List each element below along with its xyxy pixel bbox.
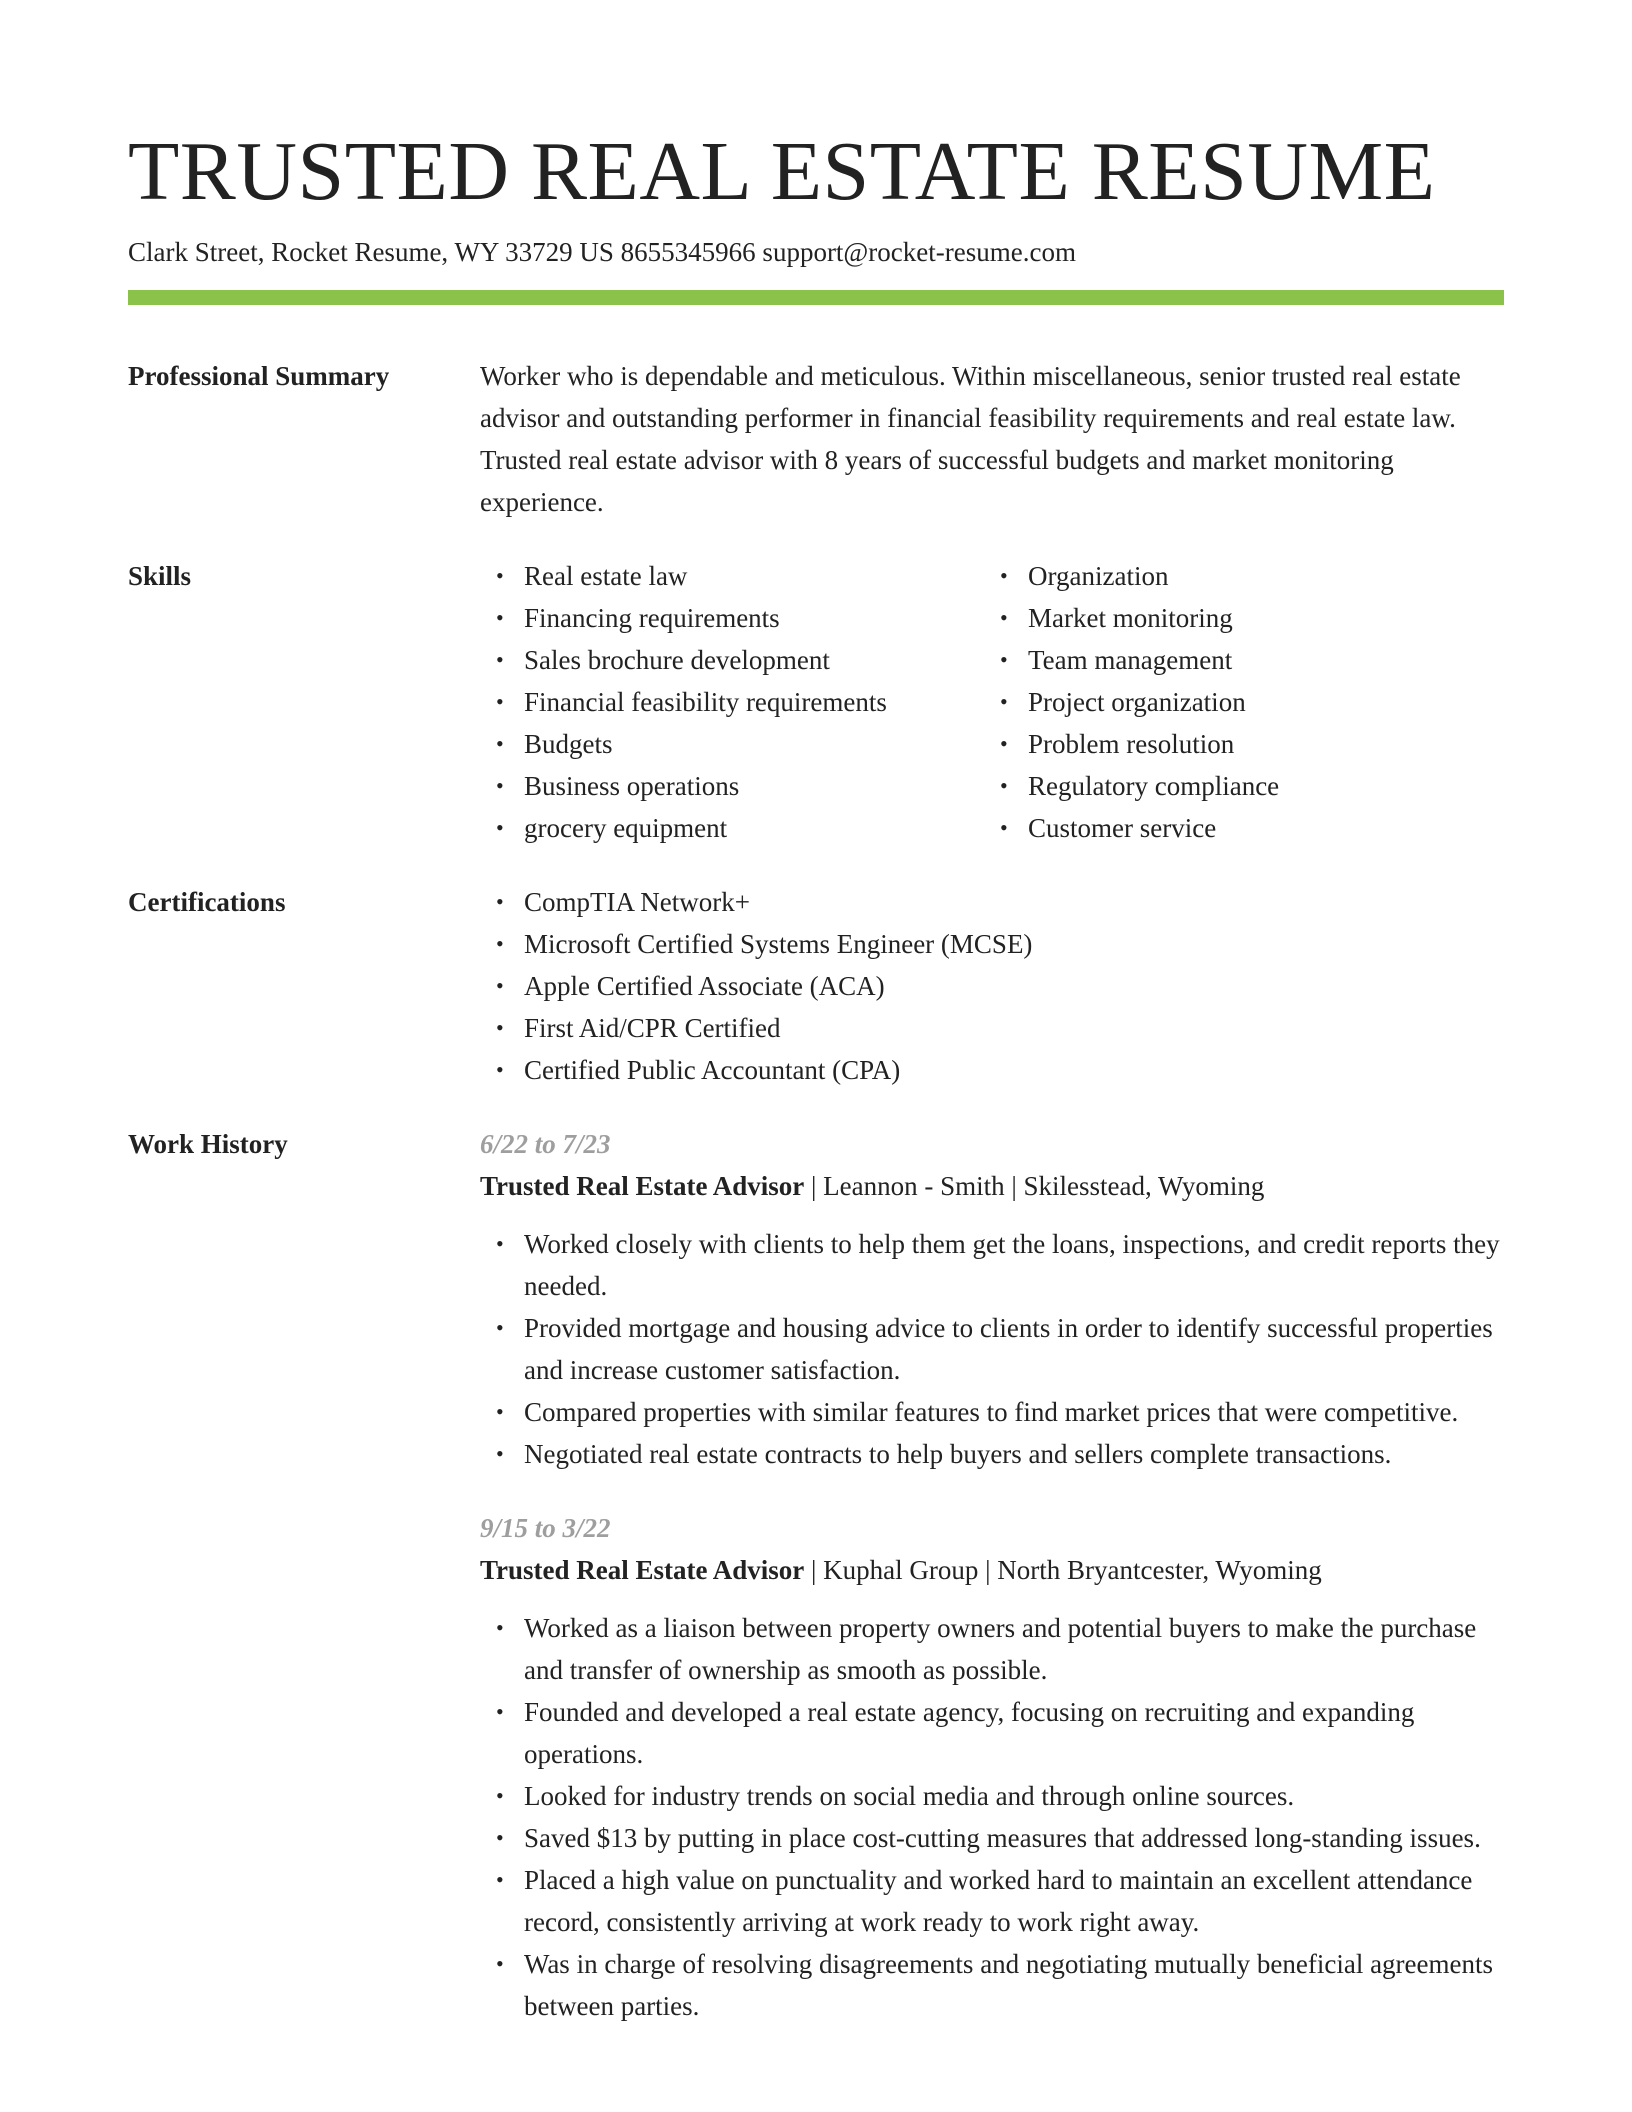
skill-item <box>496 597 984 639</box>
job-bullet <box>496 1433 1504 1475</box>
bullet-icon: • <box>1000 731 1008 756</box>
skill-item <box>1000 723 1488 765</box>
skills-list-1 <box>480 555 984 849</box>
job-dates: 9/15 to 3/22 <box>480 1513 611 1543</box>
job-bullet-text: Saved $13 by putting in place cost-cutting measures that addressed long-standing issues. <box>524 1823 1481 1853</box>
certification-item <box>496 1007 1504 1049</box>
skills-column-1 <box>480 555 984 849</box>
bullet-icon: • <box>496 1867 504 1892</box>
work-history-body <box>480 1123 1504 2027</box>
skill-item <box>496 555 984 597</box>
skill-item-text: Organization <box>1028 561 1169 591</box>
skill-item-text: Project organization <box>1028 687 1246 717</box>
bullet-icon: • <box>496 973 504 998</box>
job-bullet-list <box>480 1607 1504 2027</box>
skill-item-text: Problem resolution <box>1028 729 1235 759</box>
certifications-section <box>128 881 1504 1091</box>
bullet-icon: • <box>496 1699 504 1724</box>
bullet-icon: • <box>496 1399 504 1424</box>
bullet-icon: • <box>496 1015 504 1040</box>
bullet-icon: • <box>496 605 504 630</box>
skill-item <box>496 639 984 681</box>
skills-list-2 <box>984 555 1488 849</box>
section-title-work-history: Work History <box>128 1129 288 1159</box>
skill-item-text: Market monitoring <box>1028 603 1233 633</box>
certification-item-text: First Aid/CPR Certified <box>524 1013 781 1043</box>
bullet-icon: • <box>496 1231 504 1256</box>
bullet-icon: • <box>496 1057 504 1082</box>
job-employer-location: | Kuphal Group | North Bryantcester, Wyoming <box>804 1555 1322 1585</box>
job-bullet-text: Negotiated real estate contracts to help buyers and sellers complete transactions. <box>524 1439 1392 1469</box>
job-bullet-text: Looked for industry trends on social media and through online sources. <box>524 1781 1295 1811</box>
bullet-icon: • <box>1000 815 1008 840</box>
job-employer-location: | Leannon - Smith | Skilesstead, Wyoming <box>804 1171 1265 1201</box>
skill-item-text: Real estate law <box>524 561 688 591</box>
certification-item-text: CompTIA Network+ <box>524 887 750 917</box>
section-title-summary: Professional Summary <box>128 361 390 391</box>
job-bullet-text: Worked closely with clients to help them get the loans, inspections, and credit reports they needed. <box>524 1229 1500 1301</box>
bullet-icon: • <box>496 731 504 756</box>
job-title: Trusted Real Estate Advisor <box>480 1171 805 1201</box>
bullet-icon: • <box>496 1783 504 1808</box>
job-bullet-text: Worked as a liaison between property owners and potential buyers to make the purchase and transfer of ownership as smooth as possible. <box>524 1613 1477 1685</box>
accent-divider <box>128 290 1504 305</box>
bullet-icon: • <box>496 647 504 672</box>
skill-item-text: Regulatory compliance <box>1028 771 1280 801</box>
skill-item-text: Sales brochure development <box>524 645 830 675</box>
certification-item-text: Certified Public Accountant (CPA) <box>524 1055 901 1085</box>
certification-item-text: Apple Certified Associate (ACA) <box>524 971 885 1001</box>
bullet-icon: • <box>496 889 504 914</box>
skill-item-text: Financing requirements <box>524 603 780 633</box>
certification-item <box>496 881 1504 923</box>
resume-page <box>128 0 1504 2027</box>
bullet-icon: • <box>1000 563 1008 588</box>
skill-item-text: Budgets <box>524 729 613 759</box>
skill-item <box>1000 639 1488 681</box>
job-bullet-text: Founded and developed a real estate agency, focusing on recruiting and expanding operations. <box>524 1697 1415 1769</box>
job-entry <box>480 1507 1504 2027</box>
bullet-icon: • <box>496 1441 504 1466</box>
skill-item <box>1000 681 1488 723</box>
certification-item-text: Microsoft Certified Systems Engineer (MCSE) <box>524 929 1033 959</box>
bullet-icon: • <box>496 1315 504 1340</box>
resume-title: TRUSTED REAL ESTATE RESUME <box>128 125 1436 218</box>
skill-item <box>496 723 984 765</box>
job-bullet <box>496 1223 1504 1307</box>
certification-item <box>496 923 1504 965</box>
job-bullet <box>496 1691 1504 1775</box>
bullet-icon: • <box>496 1615 504 1640</box>
bullet-icon: • <box>496 689 504 714</box>
section-title-skills: Skills <box>128 561 192 591</box>
job-bullet <box>496 1817 1504 1859</box>
summary-text: Worker who is dependable and meticulous. Within miscellaneous, senior trusted real estate advisor and outstanding performer in financial feasibility requirements and real estate law. Trusted real estate advisor with 8 years of successful budgets and market monitoring experience. <box>480 361 1461 517</box>
bullet-icon: • <box>496 815 504 840</box>
job-bullet <box>496 1391 1504 1433</box>
bullet-icon: • <box>496 931 504 956</box>
job-bullet <box>496 1859 1504 1943</box>
contact-line: Clark Street, Rocket Resume, WY 33729 US 8655345966 support@rocket-resume.com <box>128 237 1076 267</box>
skill-item-text: Team management <box>1028 645 1233 675</box>
job-bullet <box>496 1607 1504 1691</box>
certifications-list <box>480 881 1504 1091</box>
skill-item-text: grocery equipment <box>524 813 728 843</box>
bullet-icon: • <box>1000 647 1008 672</box>
skill-item-text: Business operations <box>524 771 740 801</box>
bullet-icon: • <box>1000 605 1008 630</box>
bullet-icon: • <box>496 563 504 588</box>
job-dates: 6/22 to 7/23 <box>480 1129 611 1159</box>
certification-item <box>496 1049 1504 1091</box>
bullet-icon: • <box>496 773 504 798</box>
skill-item-text: Financial feasibility requirements <box>524 687 887 717</box>
bullet-icon: • <box>496 1951 504 1976</box>
skill-item <box>496 681 984 723</box>
bullet-icon: • <box>1000 773 1008 798</box>
job-bullet <box>496 1307 1504 1391</box>
work-history-section <box>128 1123 1504 2027</box>
skills-section <box>128 555 1504 849</box>
job-title: Trusted Real Estate Advisor <box>480 1555 805 1585</box>
job-bullet-text: Compared properties with similar features to find market prices that were competitive. <box>524 1397 1459 1427</box>
skill-item <box>496 807 984 849</box>
section-title-certifications: Certifications <box>128 887 286 917</box>
skill-item <box>1000 765 1488 807</box>
job-entry <box>480 1123 1504 1475</box>
skills-column-2 <box>984 555 1488 849</box>
skill-item-text: Customer service <box>1028 813 1217 843</box>
job-bullet <box>496 1775 1504 1817</box>
skills-columns <box>480 555 1504 849</box>
skill-item <box>1000 555 1488 597</box>
certification-item <box>496 965 1504 1007</box>
job-bullet-text: Placed a high value on punctuality and worked hard to maintain an excellent attendance record, consistently arriving at work ready to work right away. <box>524 1865 1473 1937</box>
job-bullet-list <box>480 1223 1504 1475</box>
bullet-icon: • <box>1000 689 1008 714</box>
certifications-body <box>480 881 1504 1091</box>
job-bullet-text: Provided mortgage and housing advice to clients in order to identify successful properties and increase customer satisfaction. <box>524 1313 1493 1385</box>
job-heading <box>480 1165 1504 1207</box>
summary-section <box>128 355 1504 523</box>
bullet-icon: • <box>496 1825 504 1850</box>
skill-item <box>496 765 984 807</box>
skill-item <box>1000 597 1488 639</box>
skill-item <box>1000 807 1488 849</box>
job-bullet-text: Was in charge of resolving disagreements and negotiating mutually beneficial agreements between parties. <box>524 1949 1494 2021</box>
job-heading <box>480 1549 1504 1591</box>
job-bullet <box>496 1943 1504 2027</box>
